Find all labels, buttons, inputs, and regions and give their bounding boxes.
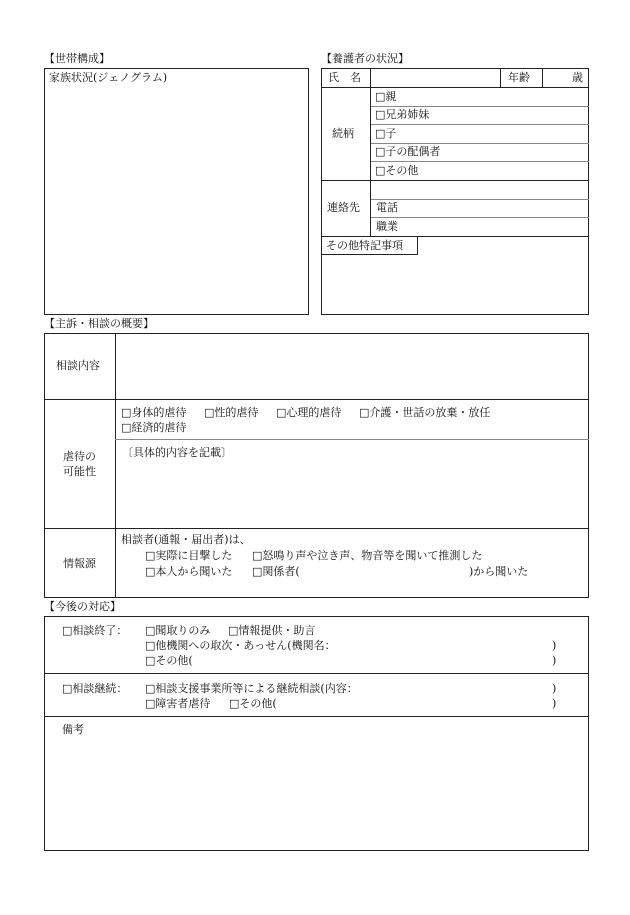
relation-option-child-spouse[interactable]: □ 子の配偶者: [375, 145, 440, 159]
contact-label: 連絡先: [327, 201, 360, 214]
continue-option-disability[interactable]: □ 障害者虐待: [145, 697, 210, 711]
response-continue[interactable]: □ 相談継続：: [62, 682, 127, 696]
abuse-type-neglect[interactable]: □ 介護・世話の放棄・放任: [359, 406, 490, 420]
ended-other-close-paren: ): [552, 654, 557, 667]
abuse-details-note: 〔具体的内容を記載〕: [122, 446, 232, 459]
abuse-type-sexual[interactable]: □ 性的虐待: [204, 406, 258, 420]
abuse-type-physical[interactable]: □ 身体的虐待: [121, 406, 186, 420]
relation-label: 続柄: [332, 127, 354, 140]
support-close-paren: ): [552, 682, 557, 695]
abuse-type-economic[interactable]: □ 経済的虐待: [121, 421, 186, 435]
ended-option-referral[interactable]: □ 他機関への取次・あっせん(機関名：: [145, 639, 336, 653]
caregiver-age-unit: 歳: [572, 71, 583, 84]
household-box: [44, 68, 309, 315]
household-section-title: 【世帯構成】: [44, 52, 110, 65]
referral-close-paren: ): [552, 639, 557, 652]
caregiver-name-label: 氏 名: [328, 71, 361, 84]
other-notes-label: その他特記事項: [326, 239, 403, 252]
consultation-content-label: 相談内容: [56, 359, 100, 372]
occupation-label: 職業: [376, 220, 398, 233]
response-section-title: 【今後の対応】: [44, 600, 121, 613]
relation-option-other[interactable]: □ その他: [375, 164, 418, 178]
response-ended[interactable]: □ 相談終了：: [62, 624, 127, 638]
continue-option-other[interactable]: □ その他(: [229, 697, 277, 711]
caregiver-section-title: 【養護者の状況】: [321, 52, 409, 65]
remarks-label: 備考: [62, 723, 84, 736]
source-option-related-suffix: )から聞いた: [469, 565, 529, 578]
info-source-label: 情報源: [63, 557, 96, 570]
source-option-witnessed[interactable]: □ 実際に目撃した: [145, 549, 232, 563]
phone-label: 電話: [376, 201, 398, 214]
ended-option-listen[interactable]: □ 聞取りのみ: [145, 624, 210, 638]
family-status-label: 家族状況(ジェノグラム): [49, 71, 168, 84]
abuse-possibility-label-2: 可能性: [63, 465, 96, 478]
relation-option-parent[interactable]: □ 親: [375, 90, 396, 104]
ended-option-other[interactable]: □ その他(: [145, 654, 193, 668]
continue-option-support[interactable]: □ 相談支援事業所等による継続相談(内容：: [145, 682, 358, 696]
abuse-possibility-label-1: 虐待の: [63, 450, 96, 463]
source-option-related[interactable]: □ 関係者(: [252, 565, 300, 579]
relation-option-child[interactable]: □ 子: [375, 127, 396, 141]
info-source-intro: 相談者(通報・届出者)は、: [121, 533, 251, 546]
relation-option-sibling[interactable]: □ 兄弟姉妹: [375, 108, 429, 122]
continue-other-close-paren: ): [552, 697, 557, 710]
source-option-inferred[interactable]: □ 怒鳴り声や泣き声、物音等を聞いて推測した: [252, 549, 482, 563]
consultation-section-title: 【主訴・相談の概要】: [44, 317, 154, 330]
caregiver-age-label: 年齢: [508, 71, 530, 84]
ended-option-info[interactable]: □ 情報提供・助言: [228, 624, 315, 638]
source-option-self[interactable]: □ 本人から聞いた: [145, 565, 232, 579]
abuse-type-psychological[interactable]: □ 心理的虐待: [276, 406, 341, 420]
